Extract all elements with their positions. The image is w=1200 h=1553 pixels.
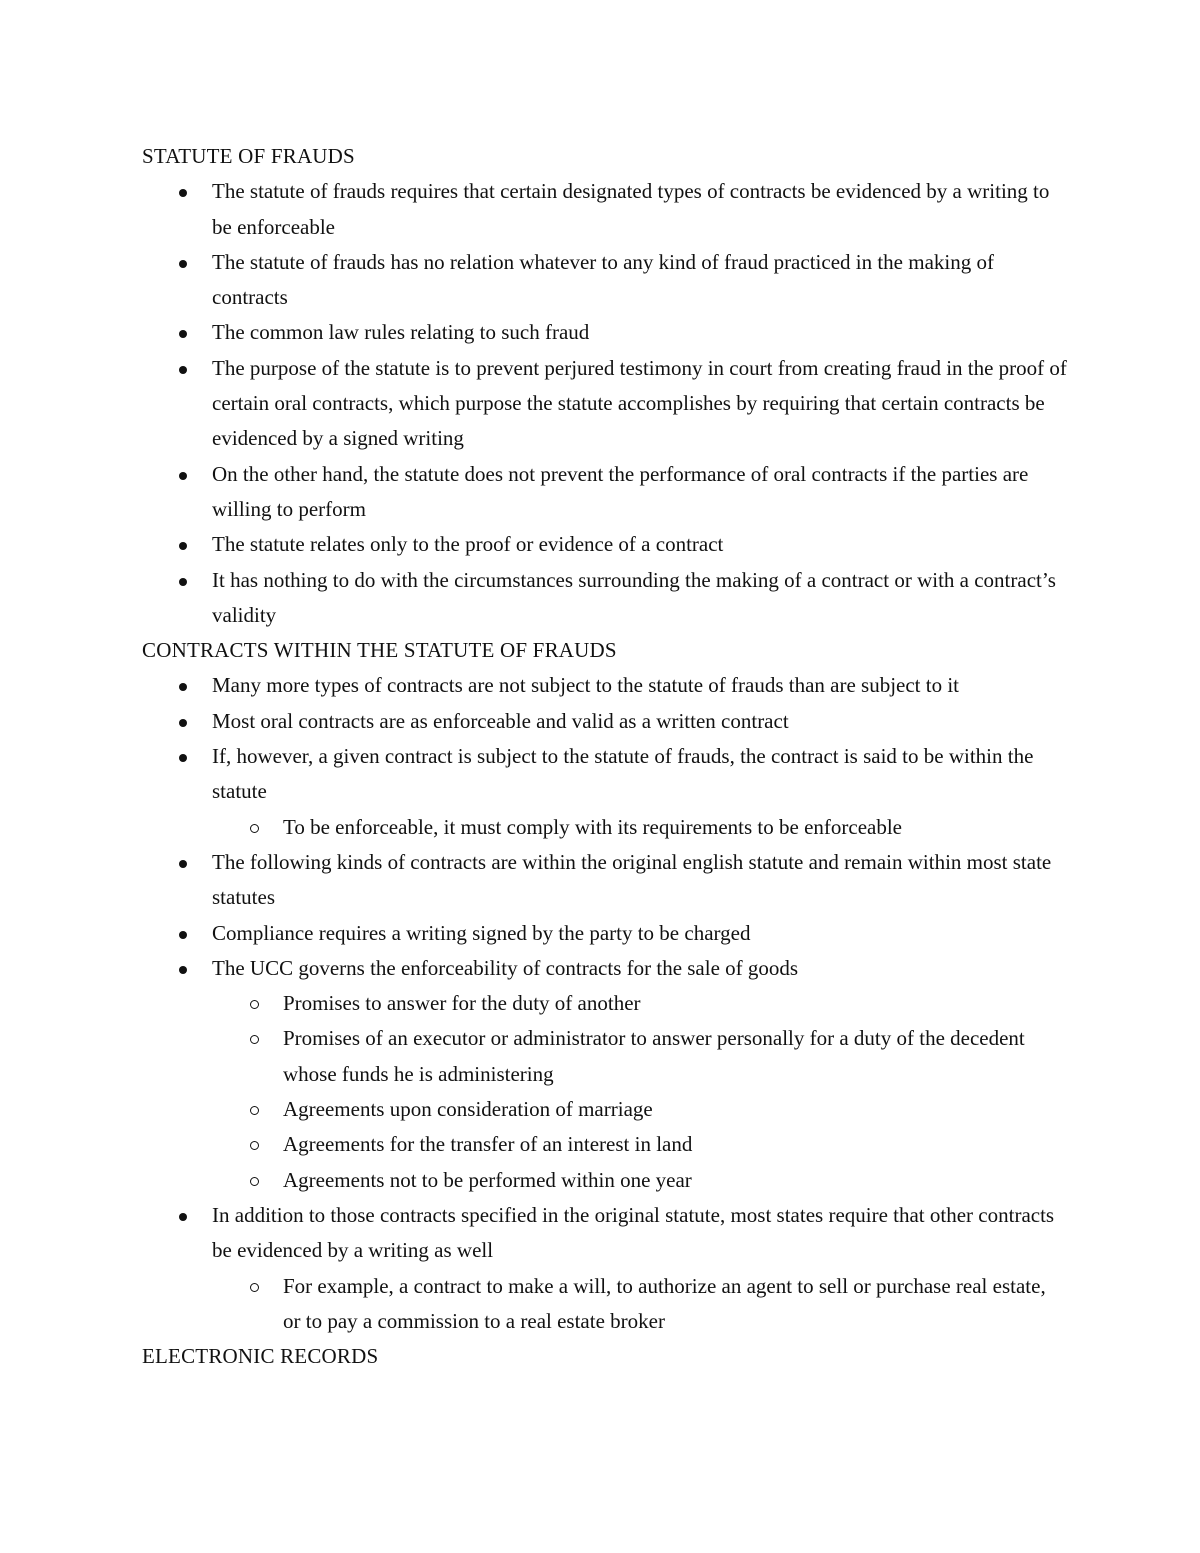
bullet-disc-icon bbox=[179, 330, 187, 338]
bullet-disc-icon bbox=[179, 1213, 187, 1221]
bullet-disc-icon bbox=[179, 366, 187, 374]
list-item-text: It has nothing to do with the circumstances surrounding the making of a contract or with a contract’s validity bbox=[212, 567, 1056, 627]
sub-list-item bbox=[283, 1269, 1067, 1340]
list-item-text: The purpose of the statute is to prevent perjured testimony in court from creating fraud in the proof of certain oral contracts, which purpose the statute accomplishes by requiring that certain contracts be evidenced by a signed writing bbox=[212, 355, 1067, 451]
bullet-disc-icon bbox=[179, 472, 187, 480]
sub-list-item bbox=[283, 810, 1067, 845]
section-heading: STATUTE OF FRAUDS bbox=[142, 144, 355, 168]
bullet-disc-icon bbox=[179, 719, 187, 727]
list-item bbox=[212, 457, 1067, 528]
list-item bbox=[212, 527, 1067, 562]
sub-bullet-list bbox=[212, 810, 1067, 845]
bullet-disc-icon bbox=[179, 966, 187, 974]
bullet-circle-icon bbox=[250, 1035, 259, 1044]
bullet-disc-icon bbox=[179, 860, 187, 868]
bullet-circle-icon bbox=[250, 1283, 259, 1292]
bullet-disc-icon bbox=[179, 683, 187, 691]
sub-list-item-text: To be enforceable, it must comply with its requirements to be enforceable bbox=[283, 814, 902, 839]
sub-list-item-text: Agreements for the transfer of an interest in land bbox=[283, 1132, 693, 1157]
list-item-text: The common law rules relating to such fraud bbox=[212, 320, 590, 345]
list-item-text: The statute of frauds has no relation whatever to any kind of fraud practiced in the making of contracts bbox=[212, 249, 994, 310]
list-item-text: Compliance requires a writing signed by the party to be charged bbox=[212, 920, 751, 945]
sub-list-item-text: For example, a contract to make a will, to authorize an agent to sell or purchase real estate, or to pay a commission to a real estate broker bbox=[283, 1273, 1046, 1333]
list-item bbox=[212, 845, 1067, 916]
bullet-disc-icon bbox=[179, 754, 187, 762]
sub-bullet-list bbox=[212, 1269, 1067, 1340]
list-item-text: In addition to those contracts specified in the original statute, most states require that other contracts be evidenced by a writing as well bbox=[212, 1202, 1055, 1263]
sub-list-item bbox=[283, 1092, 1067, 1127]
sub-list-item bbox=[283, 1127, 1067, 1162]
document-body bbox=[142, 139, 1067, 1374]
list-item bbox=[212, 563, 1067, 634]
list-item bbox=[212, 351, 1067, 457]
list-item-text: The statute of frauds requires that certain designated types of contracts be evidenced by a writing to be enforceable bbox=[212, 179, 1050, 239]
bullet-disc-icon bbox=[179, 189, 187, 197]
bullet-circle-icon bbox=[250, 1177, 259, 1186]
sub-list-item-text: Promises of an executor or administrator to answer personally for a duty of the decedent whose funds he is administering bbox=[283, 1026, 1025, 1086]
bullet-list bbox=[142, 174, 1067, 633]
list-item-text: On the other hand, the statute does not prevent the performance of oral contracts if the parties are willing to perform bbox=[212, 461, 1029, 521]
list-item-text: The statute relates only to the proof or evidence of a contract bbox=[212, 532, 724, 557]
bullet-circle-icon bbox=[250, 1106, 259, 1115]
sub-list-item-text: Agreements not to be performed within one year bbox=[283, 1167, 692, 1192]
bullet-circle-icon bbox=[250, 1000, 259, 1009]
list-item bbox=[212, 1198, 1067, 1339]
section-heading: ELECTRONIC RECORDS bbox=[142, 1344, 379, 1369]
list-item bbox=[212, 245, 1067, 316]
bullet-disc-icon bbox=[179, 931, 187, 939]
sub-list-item-text: Promises to answer for the duty of another bbox=[283, 991, 641, 1016]
sub-list-item-text: Agreements upon consideration of marriage bbox=[283, 1097, 653, 1122]
list-item bbox=[212, 174, 1067, 245]
sub-list-item bbox=[283, 1163, 1067, 1198]
list-item-text: If, however, a given contract is subject to the statute of frauds, the contract is said to be within the statute bbox=[212, 744, 1034, 804]
bullet-disc-icon bbox=[179, 542, 187, 550]
bullet-disc-icon bbox=[179, 578, 187, 586]
list-item-text: The following kinds of contracts are within the original english statute and remain within most state statutes bbox=[212, 849, 1052, 910]
sub-bullet-list bbox=[212, 986, 1067, 1198]
bullet-disc-icon bbox=[179, 260, 187, 268]
list-item bbox=[212, 315, 1067, 350]
list-item-text: Most oral contracts are as enforceable and valid as a written contract bbox=[212, 708, 789, 733]
list-item bbox=[212, 668, 1067, 703]
bullet-circle-icon bbox=[250, 824, 259, 833]
list-item-text: The UCC governs the enforceability of contracts for the sale of goods bbox=[212, 955, 799, 980]
bullet-list bbox=[142, 668, 1067, 1339]
sub-list-item bbox=[283, 1021, 1067, 1092]
list-item bbox=[212, 916, 1067, 951]
list-item-text: Many more types of contracts are not subject to the statute of frauds than are subject to it bbox=[212, 673, 960, 698]
sub-list-item bbox=[283, 986, 1067, 1021]
bullet-circle-icon bbox=[250, 1141, 259, 1150]
list-item bbox=[212, 739, 1067, 845]
section-heading: CONTRACTS WITHIN THE STATUTE OF FRAUDS bbox=[142, 638, 617, 663]
list-item bbox=[212, 951, 1067, 1198]
list-item bbox=[212, 704, 1067, 739]
